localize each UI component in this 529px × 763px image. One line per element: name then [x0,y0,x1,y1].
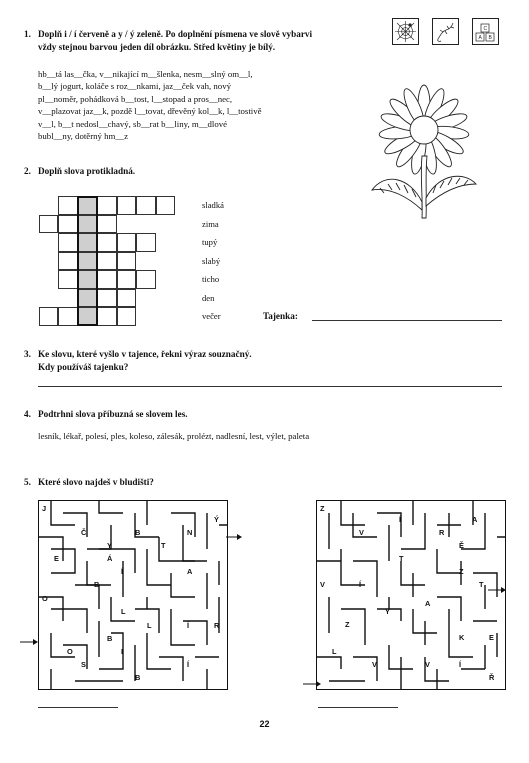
task3-line1: Ke slovu, které vyšlo v tajence, řekni výraz souznačný. [38,349,252,359]
crossword-cell[interactable] [97,252,117,271]
maze-left-letter: B [94,580,100,589]
task3-number: 3. [24,349,31,359]
crossword-cell[interactable] [97,270,117,289]
crossword-cell[interactable] [58,233,78,252]
task1-text-line: bubl__ny, dotěrný hm__z [38,131,129,142]
crossword-cell[interactable] [97,215,117,234]
crossword-cell[interactable] [136,270,156,289]
maze-right-letter: Í [359,580,362,589]
maze-right-letter: R [439,528,445,537]
maze-right [316,500,506,690]
maze-left-letter: B [107,634,113,643]
maze-left-letter: O [42,594,48,603]
maze-right-letter: Ř [489,673,495,682]
maze-left-letter: E [54,554,59,563]
task1-number: 1. [24,29,31,39]
crossword-cell[interactable] [117,307,137,326]
task1-instruction-line1: Doplň i / í červeně a y / ý zeleně. Po doplnění písmena ve slově vybarvi [38,29,313,39]
task3-line2: Kdy používáš tajenku? [38,362,129,372]
maze-left [38,500,228,690]
maze-left-letter: L [147,621,152,630]
crossword-cell[interactable] [39,215,59,234]
maze-right-letter: V [359,528,364,537]
maze-right-letter: V [425,660,430,669]
flower-picture [350,72,500,222]
maze-right-letter: T [399,554,404,563]
maze-right-letter: Y [385,607,390,616]
maze-left-letter: Č [81,528,87,537]
maze-left-letter: T [161,541,166,550]
maze-right-letter: Z [320,504,325,513]
page-number: 22 [259,719,270,729]
crossword-cell[interactable] [97,196,117,215]
crossword-cell[interactable] [97,233,117,252]
crossword-cell[interactable] [117,233,137,252]
maze-right-letter: E [489,633,494,642]
maze-left-letter: L [121,607,126,616]
maze-left-letter: Y [107,541,112,550]
maze-left-entry-arrow [20,633,38,651]
maze-left-letter: O [67,647,73,656]
maze-right-answer-line[interactable] [318,707,398,708]
blocks-icon [472,18,499,45]
task1-text-line: v__l, b__t nedosl__chavý, sb__rat b__liny, m__dlové [38,118,228,129]
crossword-cell[interactable] [58,215,78,234]
task5-instruction: Které slovo najdeš v bludišti? [38,477,154,487]
crossword-cell[interactable] [136,233,156,252]
crossword-cell[interactable] [117,252,137,271]
maze-right-letter: A [472,515,478,524]
task4-number: 4. [24,409,31,419]
maze-right-letter: A [425,599,431,608]
maze-left-letter: S [81,660,86,669]
crossword-cell[interactable] [117,270,137,289]
task2-instruction: Doplň slova protikladná. [38,166,136,176]
maze-right-letter: Z [345,620,350,629]
task1-text-line: b__lý jogurt, koláče s roz__nkami, jaz__ček vah, nový [38,81,231,92]
maze-right-letter: L [332,647,337,656]
maze-left-letter: N [187,528,193,537]
crossword-cell[interactable] [97,289,117,308]
task2-number: 2. [24,166,31,176]
task4-word-list[interactable]: lesník, lékař, polesí, ples, koleso, zálesák, prolézt, nadlesní, lest, výlet, paleta [38,431,310,441]
task1-text-line: hb__tá las__čka, v__nikající m__šlenka, nesm__slný om__l, [38,69,253,79]
crossword-cell[interactable] [97,307,117,326]
maze-left-letter: Í [121,567,124,576]
crossword-cell[interactable] [136,196,156,215]
lizard-icon [432,18,459,45]
maze-left-letter: A [187,567,193,576]
spider-web-icon [392,18,419,45]
crossword-cell[interactable] [58,196,78,215]
maze-left-letter: Ý [214,515,219,524]
antonym-word: večer [202,311,221,321]
maze-left-letter: Í [187,621,190,630]
maze-left-letter: I [121,647,124,656]
crossword-cell[interactable] [156,196,176,215]
maze-left-letter: J [42,504,47,513]
maze-left-letter: B [135,673,141,682]
maze-right-letter: K [459,633,465,642]
crossword-cell[interactable] [117,196,137,215]
antonym-word: zima [202,219,219,229]
task3-answer-line[interactable] [38,386,502,387]
maze-right-letter: Í [459,660,462,669]
tajenka-label: Tajenka: [263,311,298,321]
task1-instruction-line2: vždy stejnou barvou jeden díl obrázku. Střed květiny je bílý. [38,42,276,52]
maze-right-exit-arrow [488,581,506,599]
maze-left-letter: Á [107,554,113,563]
crossword-cell[interactable] [58,252,78,271]
maze-right-letter: Ě [459,541,464,550]
maze-right-letter: V [320,580,325,589]
maze-right-letter: Z [459,567,464,576]
svg-text:A: A [478,35,482,41]
svg-text:C: C [483,26,488,32]
maze-right-entry-arrow [303,675,321,693]
maze-left-letter: R [214,621,220,630]
antonym-word: ticho [202,274,220,284]
maze-left-letter: Í [187,660,190,669]
antonym-word: sladká [202,200,224,210]
maze-right-letter: V [372,660,377,669]
antonym-word: slabý [202,256,221,266]
task1-text [38,68,343,142]
antonym-word: den [202,293,215,303]
maze-left-exit-arrow [226,528,242,546]
tajenka-answer-line[interactable] [312,320,502,321]
antonym-word: tupý [202,237,218,247]
task1-text-line: pl__noměr, pohádková b__tost, l__stopad a pros__nec, [38,93,233,104]
maze-left-answer-line[interactable] [38,707,118,708]
crossword-cell[interactable] [58,307,78,326]
crossword-solution-column [77,196,98,327]
crossword-cell[interactable] [58,270,78,289]
svg-text:B: B [488,35,492,41]
maze-right-letter: T [479,580,484,589]
maze-left-letter: B [135,528,141,537]
task5-number: 5. [24,477,31,487]
crossword-cell[interactable] [39,307,59,326]
task4-instruction: Podtrhni slova příbuzná se slovem les. [38,409,188,419]
crossword-cell[interactable] [117,289,137,308]
maze-right-letter: Í [399,515,402,524]
task1-text-line: v__plazovat jaz__k, pozdě l__tovat, dřevěný kol__k, l__tostivě [38,106,262,117]
